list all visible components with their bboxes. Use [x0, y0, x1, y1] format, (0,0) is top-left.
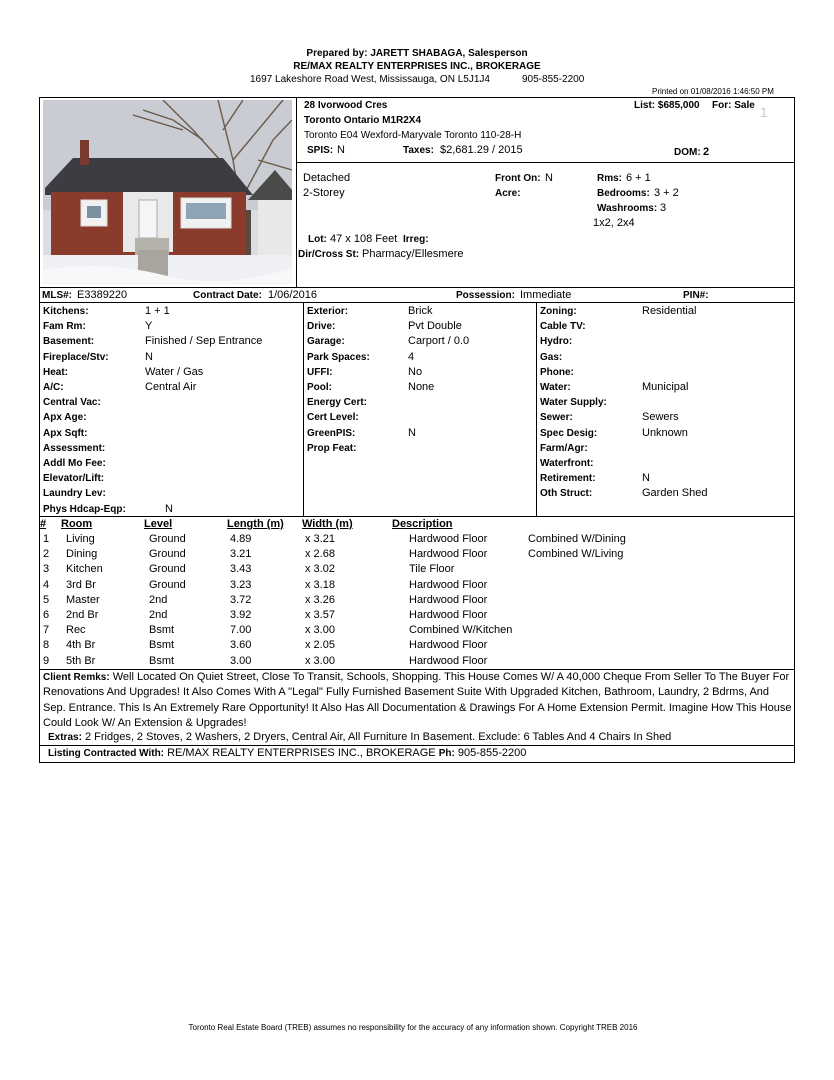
detail-label: Apx Age: [43, 412, 87, 424]
room-length: 4.89 [230, 533, 252, 545]
brokerage-phone: 905-855-2200 [522, 74, 585, 85]
detail-label: GreenPIS: [307, 427, 356, 439]
divider-top [296, 162, 794, 163]
room-length: 3.92 [230, 609, 252, 621]
spis-label: SPIS: [307, 145, 334, 156]
room-name: 5th Br [66, 654, 96, 667]
rooms-header-width: Width (m) [302, 518, 353, 530]
detail-label: A/C: [43, 382, 64, 393]
detail-label: Assessment: [43, 442, 106, 454]
room-number: 7 [43, 624, 50, 637]
detail-value: Brick [408, 305, 433, 317]
client-remarks [43, 670, 793, 731]
detail-label: Phys Hdcap-Eqp: [43, 503, 126, 515]
washrooms-value: 3 [660, 202, 667, 214]
detail-value: Municipal [642, 381, 689, 393]
listing-phone-label: Ph: [438, 748, 455, 759]
property-style: 2-Storey [303, 187, 345, 199]
rooms-header-num: # [40, 518, 47, 530]
list-price: List: $685,000 [634, 100, 700, 111]
room-length: 3.72 [230, 593, 252, 606]
property-type: Detached [303, 172, 351, 184]
detail-value: Finished / Sep Entrance [145, 335, 263, 348]
room-description: Hardwood Floor [409, 593, 488, 606]
detail-label: Apx Sqft: [43, 427, 88, 439]
footer-disclaimer: Toronto Real Estate Board (TREB) assumes no responsibility for the accuracy of any information shown. Copyright TREB 2016 [188, 1023, 638, 1032]
detail-label: Park Spaces: [307, 351, 370, 363]
brokerage-address: 1697 Lakeshore Road West, Mississauga, ON L5J1J4 [250, 74, 490, 85]
divider-listing [39, 745, 795, 746]
room-width: x 3.57 [305, 609, 335, 621]
taxes-label: Taxes: [403, 145, 434, 156]
room-description: Combined W/Kitchen [409, 624, 513, 637]
room-number: 6 [43, 609, 50, 621]
page-number: 1 [760, 104, 768, 120]
client-remarks-text: Well Located On Quiet Street, Close To Transit, Schools, Shopping. This House Comes W/ A 40,000 Cheque From Seller To The Buyer For Renovations And Upgrades! It Also Comes With A "Legal" Fully Furnished Basement Suite With Upgraded Kitchen, Bathroom, Laundry, 2 Bdrms, And Sep. Entrance. This Is An Extremely Rare Opportunity! It Also Has All Documentation & Drawings For A Home Extension Permit. Imagine How This House Could Look W/ An Extension & Upgrades! [43, 671, 792, 729]
detail-label: UFFI: [307, 366, 333, 378]
detail-value: Pvt Double [408, 320, 462, 333]
room-number: 8 [43, 639, 50, 652]
acre-label: Acre: [495, 188, 521, 199]
room-name: Kitchen [66, 563, 103, 576]
detail-label: Prop Feat: [307, 442, 357, 454]
room-name: 4th Br [66, 639, 96, 652]
room-level: 2nd [149, 609, 168, 621]
detail-label: Elevator/Lift: [43, 473, 105, 485]
washroom-detail: 1x2, 2x4 [593, 217, 635, 229]
bedrooms-label: Bedrooms: [597, 188, 650, 199]
room-name: 3rd Br [66, 578, 96, 591]
room-description: Hardwood Floor [409, 548, 488, 561]
extras [48, 731, 671, 743]
detail-label: Hydro: [540, 336, 573, 348]
room-level: 2nd [149, 593, 168, 606]
rooms-header-room: Room [61, 518, 93, 530]
lot-value: 47 x 108 Feet [330, 233, 398, 245]
listing-phone-value: 905-855-2200 [457, 747, 527, 759]
detail-label: Zoning: [540, 306, 577, 317]
detail-value: 1 + 1 [145, 305, 170, 317]
detail-label: Laundry Lev: [43, 488, 106, 500]
room-number: 3 [43, 563, 50, 576]
room-number: 4 [43, 578, 50, 591]
detail-value: None [408, 381, 435, 393]
for-sale: For: Sale [712, 100, 755, 111]
detail-label: Water: [540, 382, 571, 393]
dircross-value: Pharmacy/Ellesmere [362, 248, 464, 260]
dom-label: DOM: [674, 147, 701, 158]
detail-label: Gas: [540, 351, 563, 363]
detail-label: Cable TV: [540, 321, 586, 333]
room-number: 5 [43, 593, 50, 606]
room-length: 3.21 [230, 548, 252, 561]
rooms-header-length: Length (m) [227, 518, 284, 530]
detail-value: N [642, 472, 650, 485]
possession-value: Immediate [520, 289, 572, 301]
community: Toronto E04 Wexford-Maryvale Toronto 110-28-H [304, 130, 522, 141]
taxes-value: $2,681.29 / 2015 [440, 144, 523, 156]
detail-label: Pool: [307, 382, 332, 393]
dircross-label: Dir/Cross St: [298, 249, 360, 260]
detail-label: Cert Level: [307, 412, 359, 424]
spis-value: N [337, 144, 345, 156]
detail-value: N [408, 426, 416, 439]
irreg-label: Irreg: [403, 234, 429, 245]
rooms-value: 6 + 1 [626, 172, 651, 184]
room-level: Ground [149, 563, 186, 576]
detail-label: Spec Desig: [540, 427, 598, 439]
detail-label: Farm/Agr: [540, 442, 588, 454]
room-level: Ground [149, 533, 186, 545]
room-description: Hardwood Floor [409, 639, 488, 652]
detail-label: Fireplace/Stv: [43, 351, 109, 363]
room-level: Bsmt [149, 654, 175, 667]
street-address: 28 Ivorwood Cres [304, 100, 388, 111]
mls-value: E3389220 [77, 289, 128, 301]
detail-label: Phone: [540, 366, 574, 378]
city-postal: Toronto Ontario M1R2X4 [304, 115, 422, 126]
detail-label: Central Vac: [43, 397, 101, 409]
room-description: Hardwood Floor [409, 609, 488, 621]
room-name: 2nd Br [66, 609, 99, 621]
detail-value: Water / Gas [145, 365, 204, 378]
divider-col2 [536, 302, 537, 516]
room-description: Hardwood Floor [409, 654, 488, 667]
brokerage-name: RE/MAX REALTY ENTERPRISES INC., BROKERAGE [293, 61, 541, 72]
prepared-by: Prepared by: JARETT SHABAGA, Salesperson [306, 48, 528, 59]
detail-label: Fam Rm: [43, 321, 86, 333]
front-on-value: N [545, 172, 553, 184]
room-number: 2 [43, 548, 50, 561]
contract-date-value: 1/06/2016 [268, 289, 317, 301]
divider-mls [39, 287, 795, 288]
room-description: Hardwood Floor [409, 578, 488, 591]
divider-details [39, 302, 795, 303]
room-width: x 3.18 [305, 578, 335, 591]
detail-value: N [145, 350, 153, 363]
client-remarks-label: Client Remks: [43, 672, 110, 683]
room-level: Bsmt [149, 624, 175, 637]
room-name: Dining [66, 548, 98, 561]
divider-col1 [303, 302, 304, 516]
detail-value: Sewers [642, 411, 679, 424]
printed-date: Printed on 01/08/2016 1:46:50 PM [652, 87, 774, 96]
room-length: 3.23 [230, 578, 252, 591]
room-name: Living [66, 533, 95, 545]
room-description: Hardwood Floor [409, 533, 488, 545]
dom-value: 2 [703, 146, 710, 158]
detail-label: Addl Mo Fee: [43, 458, 106, 469]
room-length: 7.00 [230, 624, 252, 637]
divider-rooms [39, 516, 795, 517]
pin-label: PIN#: [683, 290, 709, 301]
room-length: 3.43 [230, 563, 252, 576]
room-name: Master [66, 593, 100, 606]
room-width: x 3.26 [305, 593, 335, 606]
listing-contracted-text: RE/MAX REALTY ENTERPRISES INC., BROKERAGE [167, 747, 436, 759]
detail-label: Drive: [307, 321, 336, 333]
room-width: x 3.00 [305, 624, 335, 637]
room-number: 1 [43, 533, 50, 545]
detail-label: Kitchens: [43, 306, 89, 317]
contract-date-label: Contract Date: [193, 290, 262, 301]
property-photo [43, 100, 292, 285]
bedrooms-value: 3 + 2 [654, 187, 679, 199]
detail-label: Exterior: [307, 306, 349, 317]
detail-value: 4 [408, 350, 415, 363]
rooms-label: Rms: [597, 173, 623, 184]
detail-label: Energy Cert: [307, 397, 368, 409]
room-width: x 2.05 [305, 639, 335, 652]
room-description-extra: Combined W/Dining [528, 533, 626, 545]
mls-label: MLS#: [42, 290, 72, 301]
room-length: 3.00 [230, 654, 252, 667]
extras-label: Extras: [48, 732, 82, 743]
washrooms-label: Washrooms: [597, 203, 658, 214]
detail-label: Heat: [43, 366, 69, 378]
possession-label: Possession: [456, 290, 515, 301]
room-width: x 3.00 [305, 654, 335, 667]
detail-value: Central Air [145, 381, 197, 393]
listing-contracted-label: Listing Contracted With: [48, 748, 165, 759]
room-width: x 2.68 [305, 548, 335, 561]
rooms-header-level: Level [144, 518, 173, 530]
detail-value: Unknown [642, 426, 688, 439]
lot-label: Lot: [308, 234, 327, 245]
divider-photo [296, 97, 297, 287]
detail-label: Oth Struct: [540, 488, 593, 500]
room-level: Bsmt [149, 639, 175, 652]
detail-value: N [165, 502, 173, 515]
detail-label: Waterfront: [540, 458, 594, 469]
extras-text: 2 Fridges, 2 Stoves, 2 Washers, 2 Dryers, Central Air, All Furniture In Basement. Exclude: 6 Tables And 4 Chairs In Shed [84, 731, 672, 743]
detail-value: Y [145, 320, 153, 333]
detail-value: Garden Shed [642, 487, 708, 500]
detail-label: Garage: [307, 336, 345, 348]
room-name: Rec [66, 624, 86, 637]
room-width: x 3.02 [305, 563, 335, 576]
rooms-header-description: Description [392, 518, 453, 530]
detail-value: Carport / 0.0 [408, 335, 470, 348]
detail-label: Water Supply: [540, 397, 607, 409]
listing-contracted [48, 747, 526, 759]
detail-label: Retirement: [540, 473, 596, 485]
detail-value: Residential [642, 305, 697, 317]
room-description-extra: Combined W/Living [528, 548, 624, 561]
room-width: x 3.21 [305, 533, 335, 545]
room-number: 9 [43, 654, 50, 667]
detail-value: No [408, 365, 423, 378]
room-level: Ground [149, 578, 186, 591]
detail-label: Sewer: [540, 412, 573, 424]
front-on-label: Front On: [495, 173, 541, 184]
detail-label: Basement: [43, 336, 95, 348]
room-level: Ground [149, 548, 186, 561]
room-description: Tile Floor [409, 563, 455, 576]
room-length: 3.60 [230, 639, 252, 652]
